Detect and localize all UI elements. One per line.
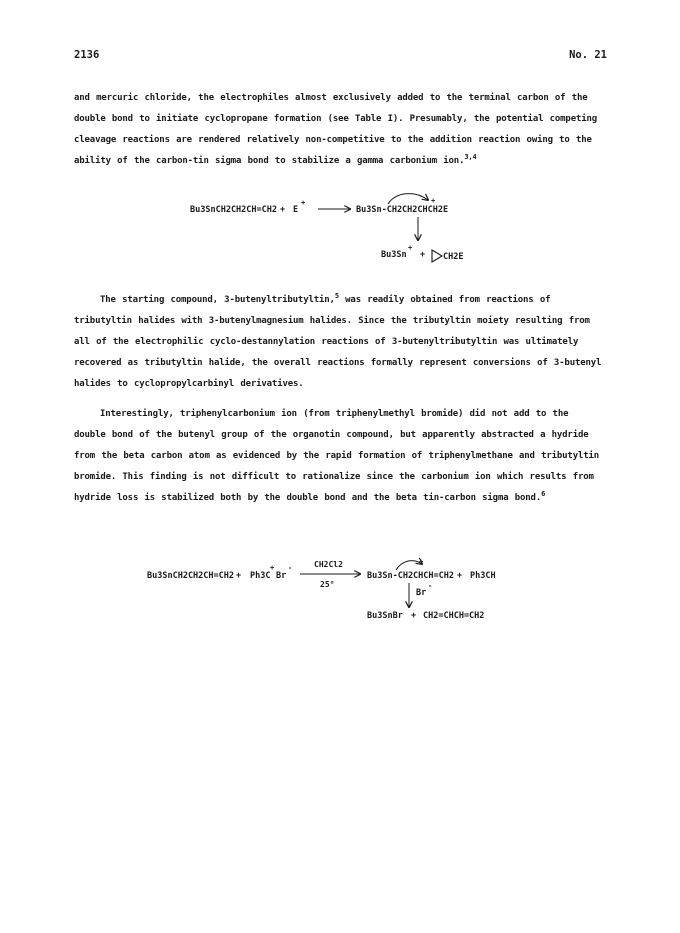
paragraph-1-text: and mercuric chloride, the electrophiles almost exclusively added to the terminal carbon of the double bond to initiate cyclopropane formation (see Table I). Presumably, the potential competing cleavage reactions are rendered relatively non-competitive to the addition reaction owing to the ability of the carbon-tin sigma bond to stabilize a gamma carbonium ion. xyxy=(74,93,598,166)
paragraph-3-ref: 6 xyxy=(541,490,546,498)
paragraph-2 xyxy=(74,290,606,395)
scheme-1-product-tail: CH2E xyxy=(443,252,464,262)
scheme-2-reagent-anion: Br xyxy=(276,571,287,581)
scheme-2 xyxy=(147,558,496,621)
scheme-1-plus: + xyxy=(280,205,286,215)
scheme-2-product-b: CH2=CHCH=CH2 xyxy=(423,611,485,621)
scheme-2-anion-charge: - xyxy=(428,582,433,590)
scheme-2-reagent-anion-charge: - xyxy=(288,564,293,572)
paragraph-1 xyxy=(74,88,606,172)
scheme-2-anion: Br xyxy=(416,588,427,598)
scheme-1-intermediate-charge: + xyxy=(431,197,436,205)
scheme-1 xyxy=(190,194,463,262)
scheme-2-solvent: CH2Cl2 xyxy=(314,560,343,569)
paragraph-1-ref: 3,4 xyxy=(464,153,477,161)
paragraph-3-text: Interestingly, triphenylcarbonium ion (from triphenylmethyl bromide) did not add to the double bond of the butenyl group of the organotin compound, but apparently abstracted a hydride from the beta carbon atom as evidenced by the rapid formation of triphenylmethane and tributyltin bromide. This finding is not difficult to rationalize since the carbonium ion which results from hydride loss is stabilized both by the double bond and the beta tin-carbon sigma bond. xyxy=(74,409,600,503)
scheme-2-intermediate-charge: + xyxy=(419,558,424,566)
page-number: 2136 xyxy=(74,49,100,61)
scheme-2-curved-arrow xyxy=(396,561,422,570)
scheme-2-intermediate: Bu3Sn-CH2CHCH=CH2 xyxy=(367,571,454,581)
scheme-1-product-ion: Bu3Sn xyxy=(381,250,407,260)
paragraph-2-text-b: was readily obtained from reactions of tributyltin halides with 3-butenylmagnesium halides. Since the tributyltin moiety resulting from all of the electrophilic cyclo-destannylation reactions of 3-butenyltributyltin was ultimately recovered as tributyltin halide, the overall reactions formally represent conversions of 3-butenyl halides to cyclopropylcarbinyl derivatives. xyxy=(74,295,602,389)
scheme-2-plus-3: + xyxy=(411,611,417,621)
scheme-2-temperature: 25° xyxy=(320,580,335,589)
scheme-2-reagent: Ph3C xyxy=(250,571,271,581)
scheme-1-intermediate: Bu3Sn-CH2CH2CHCH2E xyxy=(356,205,449,215)
scheme-1-electrophile: E xyxy=(293,205,299,215)
scheme-2-reagent-charge: + xyxy=(270,564,275,572)
scheme-1-product-ion-charge: + xyxy=(408,244,413,252)
paragraph-3 xyxy=(74,404,606,509)
scheme-1-product-plus: + xyxy=(420,250,426,260)
scheme-1-electrophile-charge: + xyxy=(301,199,306,207)
scheme-1-reactant: Bu3SnCH2CH2CH=CH2 xyxy=(190,205,277,215)
scheme-2-plus-2: + xyxy=(457,571,463,581)
scheme-2-plus: + xyxy=(236,571,242,581)
scheme-1-curved-arrow xyxy=(388,194,428,204)
scheme-2-reactant: Bu3SnCH2CH2CH=CH2 xyxy=(147,571,234,581)
paragraph-2-text-a: The starting compound, 3-butenyltributyltin, xyxy=(100,295,335,305)
scheme-2-product-a: Bu3SnBr xyxy=(367,611,403,621)
scheme-2-byproduct: Ph3CH xyxy=(470,571,496,581)
journal-issue: No. 21 xyxy=(569,49,607,61)
cyclopropane-ring-icon xyxy=(432,250,442,262)
paragraph-2-ref: 5 xyxy=(334,292,339,300)
